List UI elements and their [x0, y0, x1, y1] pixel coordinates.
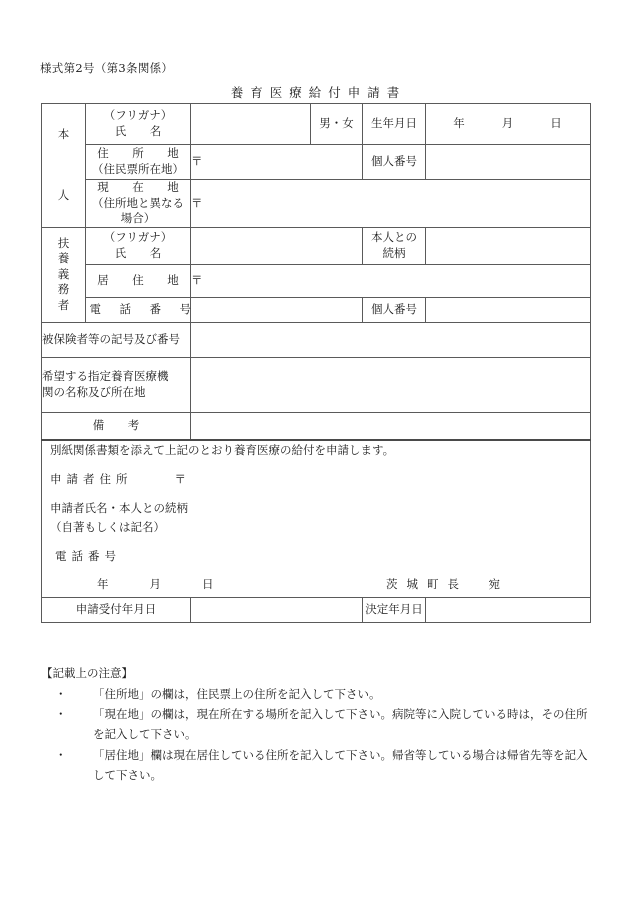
remarks-label: 備 考 — [42, 412, 191, 440]
bullet-icon: ・ — [55, 687, 67, 702]
subject-label-char-1: 本 — [57, 126, 70, 141]
birthdate-day-label: 日 — [550, 116, 563, 131]
subject-birthdate-label: 生年月日 — [363, 104, 426, 145]
guardian-mynumber-label: 個人番号 — [363, 297, 426, 322]
guardian-name-input[interactable] — [191, 227, 363, 264]
postal-mark-icon: 〒 — [174, 471, 186, 486]
note-text: 「居住地」欄は現在居住している住所を記入して下さい。帰省等している場合は帰省先等を記入して下さい。 — [93, 747, 588, 782]
date-day-label: 日 — [202, 576, 215, 591]
current-address-label-sub1: （住所地と異なる — [92, 195, 184, 210]
postal-mark-icon: 〒 — [191, 272, 203, 287]
institution-input[interactable] — [191, 357, 591, 412]
current-address-label-sub2: 場合） — [120, 211, 156, 226]
application-receipt-date-input[interactable] — [191, 597, 363, 622]
guardian-phone-input[interactable] — [191, 297, 363, 322]
subject-current-address-label — [86, 180, 191, 228]
institution-label-line1: 希望する指定養育医療機 — [42, 369, 169, 384]
table-row-declaration — [42, 440, 591, 597]
guardian-residence-input[interactable] — [191, 264, 591, 297]
document-title: 養育医療給付申請書 — [230, 85, 407, 100]
subject-vertical-label — [42, 104, 86, 228]
notes-section — [41, 663, 597, 785]
guardian-relation-input[interactable] — [426, 227, 591, 264]
guardian-phone-label: 電 話 番 号 — [86, 297, 191, 322]
application-receipt-date-label: 申請受付年月日 — [42, 597, 191, 622]
table-row-subject-name — [42, 104, 591, 145]
decision-date-label: 決定年月日 — [363, 597, 426, 622]
table-row-guardian-phone — [42, 297, 591, 322]
date-year-label: 年 — [97, 576, 110, 591]
subject-address-label — [86, 145, 191, 180]
table-row-subject-current-address — [42, 180, 591, 228]
birthdate-month-label: 月 — [501, 116, 515, 131]
guardian-label-char-3: 義 — [57, 266, 70, 281]
guardian-name-label-main: 氏 名 — [114, 245, 168, 260]
declaration-date-row — [42, 577, 590, 597]
current-address-label-main: 現 在 地 — [97, 180, 185, 194]
guardian-label-char-2: 養 — [57, 251, 70, 266]
subject-mynumber-label: 個人番号 — [363, 145, 426, 180]
table-row-guardian-residence — [42, 264, 591, 297]
applicant-address-label: 申請者住所 — [50, 471, 133, 486]
note-text: 「住所地」の欄は，住民票上の住所を記入して下さい。 — [93, 687, 381, 702]
note-item — [41, 684, 597, 704]
subject-gender-label[interactable]: 男・女 — [311, 104, 363, 145]
relation-label-line1: 本人との — [371, 230, 417, 245]
note-item — [41, 745, 597, 785]
guardian-relation-label — [363, 227, 426, 264]
application-table — [41, 103, 591, 623]
guardian-furigana-label: （フリガナ） — [103, 230, 173, 245]
subject-name-label — [86, 104, 191, 145]
form-number: 様式第2号（第3条関係） — [40, 61, 174, 75]
guardian-label-char-5: 者 — [57, 297, 70, 312]
remarks-input[interactable] — [191, 412, 591, 440]
bullet-icon: ・ — [55, 747, 67, 762]
subject-current-address-input[interactable] — [191, 180, 591, 228]
declaration-phone-label: 電話番号 — [55, 549, 121, 564]
guardian-vertical-label — [42, 227, 86, 322]
table-row-subject-address — [42, 145, 591, 180]
insured-number-input[interactable] — [191, 322, 591, 357]
institution-label-line2: 関の名称及び所在地 — [42, 384, 146, 399]
institution-label — [42, 357, 191, 412]
date-month-label: 月 — [149, 576, 162, 591]
relation-label-line2: 続柄 — [382, 245, 406, 260]
declaration-statement: 別紙関係書類を添えて上記のとおり養育医療の給付を申請します。 — [50, 442, 395, 457]
note-text: 「現在地」の欄は，現在所在する場所を記入して下さい。病院等に入院している時は，その住所を記入して下さい。 — [93, 707, 588, 742]
decision-date-input[interactable] — [426, 597, 591, 622]
applicant-address-row — [42, 470, 590, 488]
insured-number-label: 被保険者等の記号及び番号 — [42, 322, 191, 357]
addressee-label: 茨城町長 宛 — [386, 576, 509, 591]
applicant-name-sub: （自著もしくは記名） — [50, 519, 165, 534]
address-label-main: 住 所 地 — [97, 146, 185, 161]
subject-mynumber-input[interactable] — [426, 145, 591, 180]
note-item — [41, 704, 597, 744]
subject-birthdate-input[interactable] — [426, 104, 591, 145]
birthdate-year-label: 年 — [453, 116, 466, 131]
postal-mark-icon: 〒 — [191, 154, 203, 169]
guardian-label-char-1: 扶 — [57, 235, 70, 250]
declaration-block — [42, 440, 591, 597]
name-label: 氏 名 — [114, 124, 168, 138]
declaration-date-fields[interactable] — [97, 577, 215, 593]
bullet-icon: ・ — [55, 707, 67, 722]
postal-mark-icon: 〒 — [191, 195, 203, 210]
guardian-name-label — [86, 227, 191, 264]
subject-name-input[interactable] — [191, 104, 311, 145]
table-row-office-use — [42, 597, 591, 622]
table-row-insured-number — [42, 322, 591, 357]
subject-address-input[interactable] — [191, 145, 363, 180]
table-row-remarks — [42, 412, 591, 440]
guardian-mynumber-input[interactable] — [426, 297, 591, 322]
guardian-label-char-4: 務 — [57, 282, 70, 297]
furigana-label: （フリガナ） — [103, 108, 173, 123]
notes-title: 【記載上の注意】 — [41, 666, 133, 680]
address-label-sub: （住民票所在地） — [92, 162, 184, 176]
table-row-institution — [42, 357, 591, 412]
guardian-residence-label: 居 住 地 — [86, 264, 191, 297]
applicant-name-label: 申請者氏名・本人との続柄 — [50, 501, 188, 516]
subject-label-char-2: 人 — [57, 188, 70, 203]
table-row-guardian-name — [42, 227, 591, 264]
